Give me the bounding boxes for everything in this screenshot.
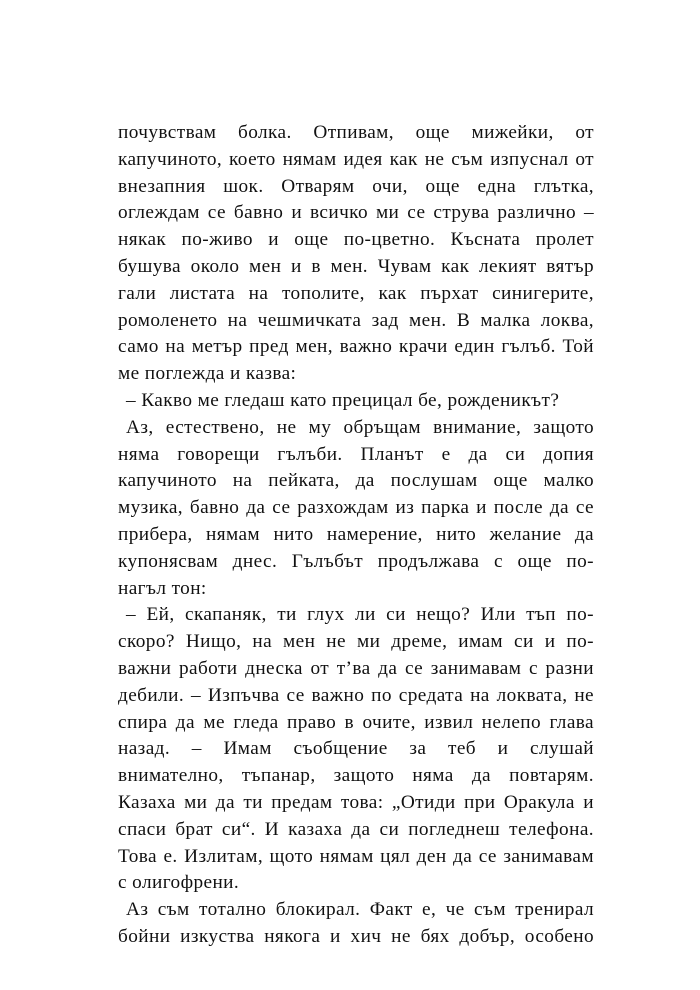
text-line: бушува около мен и в мен. Чувам как лекият вятър bbox=[118, 255, 594, 277]
page-text bbox=[118, 120, 594, 951]
text-line: спира да ме гледа право в очите, извил нелепо глава bbox=[118, 711, 594, 733]
text-line: музика, бавно да се разхождам из парка и после да се bbox=[118, 497, 594, 519]
text-line: капучиното на пейката, да послушам още малко bbox=[118, 470, 594, 492]
text-line: дебили. – Изпъчва се важно по средата на локвата, не bbox=[118, 684, 594, 706]
text-line: – Ей, скапаняк, ти глух ли си нещо? Или тъп по- bbox=[126, 604, 594, 626]
text-line: ме поглежда и казва: bbox=[118, 363, 297, 385]
text-line: Това е. Излитам, щото нямам цял ден да се занимавам bbox=[118, 845, 594, 867]
text-line: скоро? Нищо, на мен не ми дреме, имам си и по- bbox=[118, 631, 594, 653]
text-line: – Какво ме гледаш като прецицал бе, рожденикът? bbox=[126, 389, 560, 411]
text-line: гали листата на тополите, как пърхат синигерите, bbox=[118, 282, 594, 304]
text-line: назад. – Имам съобщение за теб и слушай bbox=[118, 738, 594, 760]
text-line: само на метър пред мен, важно крачи един гълъб. Той bbox=[118, 336, 594, 358]
text-line: внезапния шок. Отварям очи, още една глътка, bbox=[118, 175, 594, 197]
text-line: ромоленето на чешмичката зад мен. В малка локва, bbox=[118, 309, 594, 331]
text-line: Аз съм тотално блокирал. Факт е, че съм тренирал bbox=[126, 899, 594, 921]
text-line: оглеждам се бавно и всичко ми се струва различно – bbox=[118, 202, 594, 224]
text-line: бойни изкуства някога и хич не бях добър, особено bbox=[118, 925, 594, 947]
text-line: някак по-живо и още по-цветно. Късната пролет bbox=[118, 229, 594, 251]
text-line: с олигофрени. bbox=[118, 872, 240, 894]
text-line: Казаха ми да ти предам това: „Отиди при Оракула и bbox=[118, 791, 594, 813]
text-line: спаси брат си“. И казаха да си погледнеш телефона. bbox=[118, 818, 594, 840]
text-line: нагъл тон: bbox=[118, 577, 207, 599]
text-line: купонясвам днес. Гълъбът продължава с още по- bbox=[118, 550, 594, 572]
text-line: няма говорещи гълъби. Планът е да си допия bbox=[118, 443, 594, 465]
text-line: внимателно, тъпанар, защото няма да повтарям. bbox=[118, 765, 594, 787]
text-line: важни работи днеска от т’ва да се занимавам с разни bbox=[118, 657, 594, 679]
text-line: прибера, нямам нито намерение, нито желание да bbox=[118, 523, 594, 545]
text-line: почувствам болка. Отпивам, още мижейки, от bbox=[118, 122, 594, 143]
text-line: Аз, естествено, не му обръщам внимание, защото bbox=[126, 416, 594, 438]
text-line: капучиното, което нямам идея как не съм изпуснал от bbox=[118, 148, 594, 170]
